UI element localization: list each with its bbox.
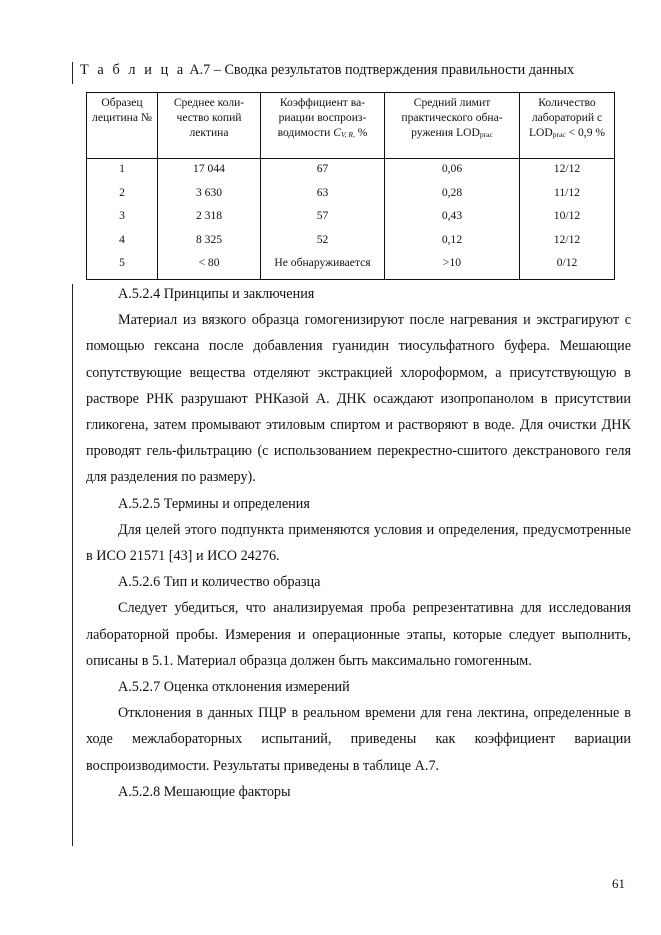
section-heading-a5-2-6: А.5.2.6 Тип и количество образца — [118, 574, 321, 591]
table-row — [87, 185, 615, 209]
cell-cv: 52 — [261, 232, 385, 256]
table-caption — [80, 62, 640, 79]
table-row — [87, 232, 615, 256]
paragraph-terms: Для целей этого подпункта применяются условия и определения, предусмотренные в ИСО 21571 [43] и ИСО 24276. — [86, 521, 631, 565]
cell-labs: 11/12 — [520, 185, 615, 209]
header-sample-number: Образец лецитина № — [87, 93, 158, 159]
paragraph-sample-type: Следует убедиться, что анализируемая проба репрезентативна для исследования лабораторной пробы. Измерения и операционные этапы, которые следует выполнить, описаны в 5.1. Материал образца должен быть максимально гомогенным. — [86, 600, 631, 669]
header-labs-count: Количество лабораторий с $LOD_{prac} < 0,9$ % — [520, 93, 615, 159]
section-heading-a5-2-5: А.5.2.5 Термины и определения — [118, 495, 310, 512]
cell-lod: 0,43 — [385, 208, 520, 232]
cell-lod: 0,12 — [385, 232, 520, 256]
header-lod-prac: Средний лимит практического обна-ружения $LOD_{prac}$ — [385, 93, 520, 159]
cell-lod: 0,28 — [385, 185, 520, 209]
cell-lod: >10 — [385, 255, 520, 279]
page-number: 61 — [612, 876, 625, 891]
table-row — [87, 255, 615, 279]
cell-cv: 57 — [261, 208, 385, 232]
body-text — [86, 281, 631, 805]
cell-copies: 17 044 — [158, 159, 261, 185]
paragraph-deviation: Отклонения в данных ПЦР в реальном времени для гена лектина, определенные в ходе межлабораторных испытаний, приведены как коэффициент вариации воспроизводимости. Результаты приведены в таблице А.7. — [86, 705, 631, 774]
cell-copies: < 80 — [158, 255, 261, 279]
cell-copies: 3 630 — [158, 185, 261, 209]
cell-copies: 2 318 — [158, 208, 261, 232]
cell-copies: 8 325 — [158, 232, 261, 256]
cell-labs: 12/12 — [520, 232, 615, 256]
cell-lod: 0,06 — [385, 159, 520, 185]
section-heading-a5-2-8: А.5.2.8 Мешающие факторы — [118, 783, 291, 800]
table-caption-prefix: Т а б л и ц а — [80, 62, 186, 78]
section-heading-a5-2-7: А.5.2.7 Оценка отклонения измерений — [118, 679, 350, 696]
results-table — [86, 92, 615, 280]
cell-sample: 5 — [87, 255, 158, 279]
cell-labs: 10/12 — [520, 208, 615, 232]
margin-change-bar-top — [72, 62, 73, 84]
header-cv-reproducibility: Коэффициент ва-риации воспроиз-водимости $C_{V, R,}$ % — [261, 93, 385, 159]
table-row — [87, 159, 615, 185]
cell-labs: 0/12 — [520, 255, 615, 279]
header-mean-copies: Среднее коли-чество копий лектина — [158, 93, 261, 159]
paragraph-principles: Материал из вязкого образца гомогенизируют после нагревания и экстрагируют с помощью гексана после добавления гуанидин тиосульфатного буфера. Мешающие сопутствующие вещества отделяют экстракцией хлороформом, а присутствующую в растворе РНК разрушают РНКазой А. ДНК осаждают изопропанолом в присутствии гликогена, затем промывают этиловым спиртом и растворяют в воде. Для очистки ДНК проводят гель-фильтрацию (с использованием перекрестно-сшитого декстранового геля для разделения по размеру). — [86, 312, 631, 486]
cell-sample: 2 — [87, 185, 158, 209]
cell-sample: 1 — [87, 159, 158, 185]
section-heading-a5-2-4: А.5.2.4 Принципы и заключения — [118, 286, 315, 302]
cell-sample: 4 — [87, 232, 158, 256]
cell-sample: 3 — [87, 208, 158, 232]
margin-change-bar-main — [72, 284, 73, 846]
cell-labs: 12/12 — [520, 159, 615, 185]
table-header-row — [87, 93, 615, 159]
cell-cv: Не обнаруживается — [261, 255, 385, 279]
cell-cv: 67 — [261, 159, 385, 185]
table-caption-title: А.7 – Сводка результатов подтверждения правильности данных — [185, 62, 575, 78]
table-row — [87, 208, 615, 232]
cell-cv: 63 — [261, 185, 385, 209]
